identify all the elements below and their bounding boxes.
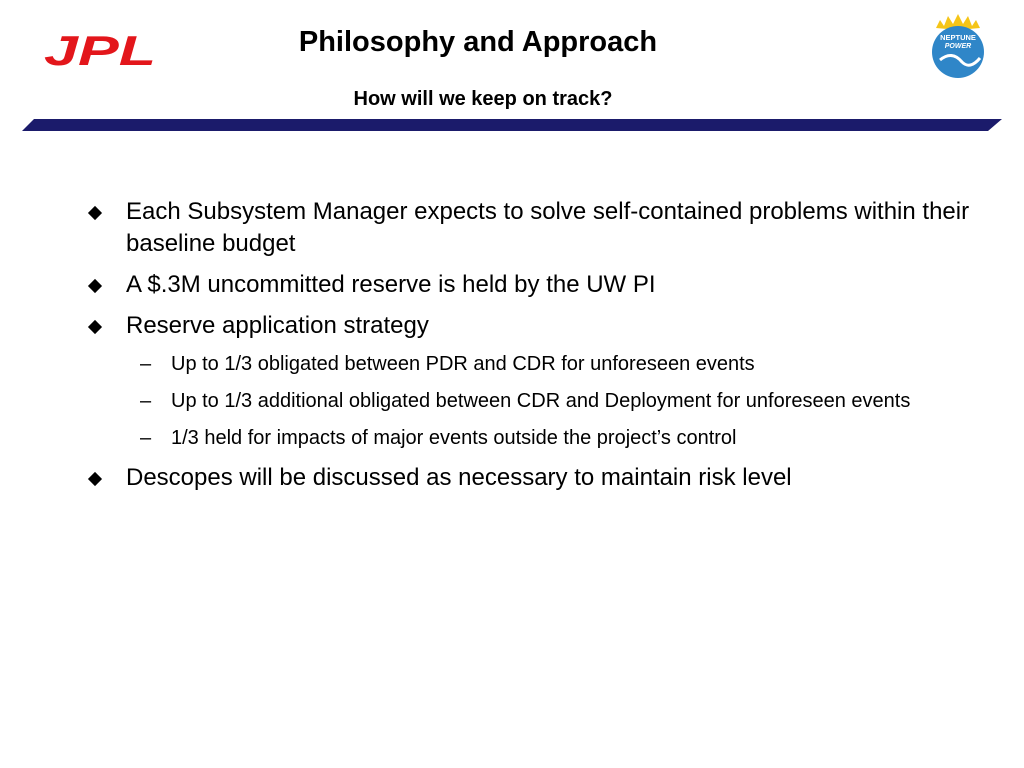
sub-bullet-item [86, 388, 986, 415]
diamond-bullet-icon [88, 320, 102, 334]
bullet-text: Each Subsystem Manager expects to solve self-contained problems within their baseline budget [126, 198, 970, 257]
slide-title: Philosophy and Approach [298, 26, 658, 58]
sub-bullet-item [86, 425, 986, 452]
sub-bullet-text: Up to 1/3 additional obligated between CDR and Deployment for unforeseen events [171, 390, 911, 412]
neptune-logo-word-1: NEPTUNE [940, 33, 976, 42]
dash-marker: – [140, 390, 152, 412]
bullet-item [86, 310, 986, 342]
svg-text:JPL: JPL [44, 33, 156, 69]
dash-marker: – [140, 353, 152, 375]
dash-marker: – [140, 427, 152, 449]
bullet-item [86, 269, 986, 301]
sub-bullet-item [86, 351, 986, 378]
sub-bullet-text: 1/3 held for impacts of major events outside the project’s control [171, 427, 737, 449]
bullet-item [86, 462, 986, 494]
neptune-logo-word-2: POWER [944, 43, 972, 50]
header-divider [22, 119, 1002, 131]
slide-subtitle: How will we keep on track? [353, 88, 613, 110]
bullet-text: Reserve application strategy [126, 312, 429, 339]
sub-bullet-text: Up to 1/3 obligated between PDR and CDR for unforeseen events [171, 353, 755, 375]
diamond-bullet-icon [88, 472, 102, 486]
bullet-text: Descopes will be discussed as necessary to maintain risk level [126, 464, 792, 491]
bullet-text: A $.3M uncommitted reserve is held by the UW PI [126, 271, 656, 298]
bullet-item [86, 196, 986, 260]
neptune-power-logo [926, 14, 990, 80]
diamond-bullet-icon [88, 279, 102, 293]
slide-content [86, 196, 986, 503]
diamond-bullet-icon [88, 206, 102, 220]
